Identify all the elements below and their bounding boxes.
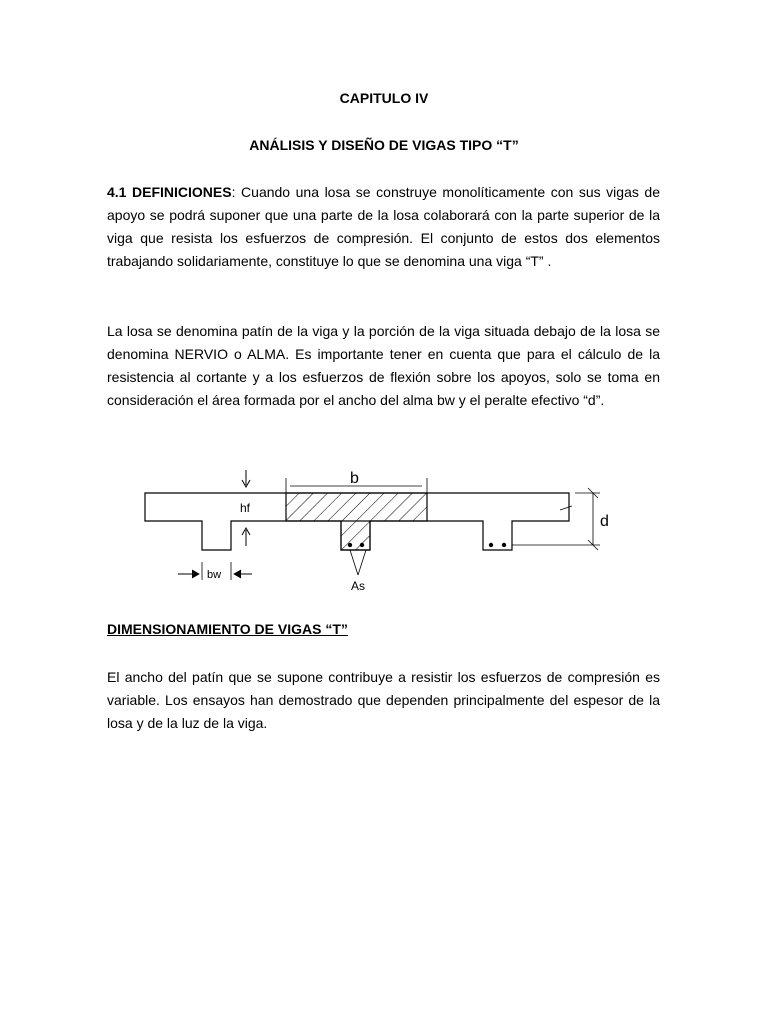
dimensioning-paragraph: El ancho del patín que se supone contribuye a resistir los esfuerzos de compresión es variable. Los ensayos han demostrado que dependen principalmente del espesor de la losa y de la luz de la viga.: [107, 669, 660, 731]
label-d: d: [600, 513, 609, 530]
document-title: ANÁLISIS Y DISEÑO DE VIGAS TIPO “T”: [249, 137, 519, 153]
label-b: b: [350, 470, 359, 487]
label-bw: bw: [207, 569, 222, 581]
dimensioning-heading: DIMENSIONAMIENTO DE VIGAS “T”: [107, 621, 348, 637]
central-web-hatch: [341, 521, 370, 550]
label-as: As: [351, 579, 366, 593]
label-hf: hf: [240, 501, 251, 515]
web-description-paragraph: La losa se denomina patín de la viga y la porción de la viga situada debajo de la losa se denomina NERVIO o ALMA. Es importante tener en cuenta que para el cálculo de la resistencia al cortante y a los esfuerzos de flexión sobre los apoyos, solo se toma en consideración el área formada por el ancho del alma bw y el peralte efectivo “d”.: [107, 323, 660, 408]
definitions-text: : Cuando una losa se construye monolíticamente con sus vigas de apoyo se podrá suponer que una parte de la losa colaborará con la parte superior de la viga que resista los esfuerzos de compresión. El conjunto de estos dos elementos trabajando solidariamente, constituye lo que se denomina una viga “T” .: [107, 184, 660, 269]
definitions-heading: 4.1 DEFINICIONES: [107, 184, 232, 200]
chapter-title: CAPITULO IV: [339, 90, 429, 106]
effective-flange-hatch: [286, 493, 427, 521]
